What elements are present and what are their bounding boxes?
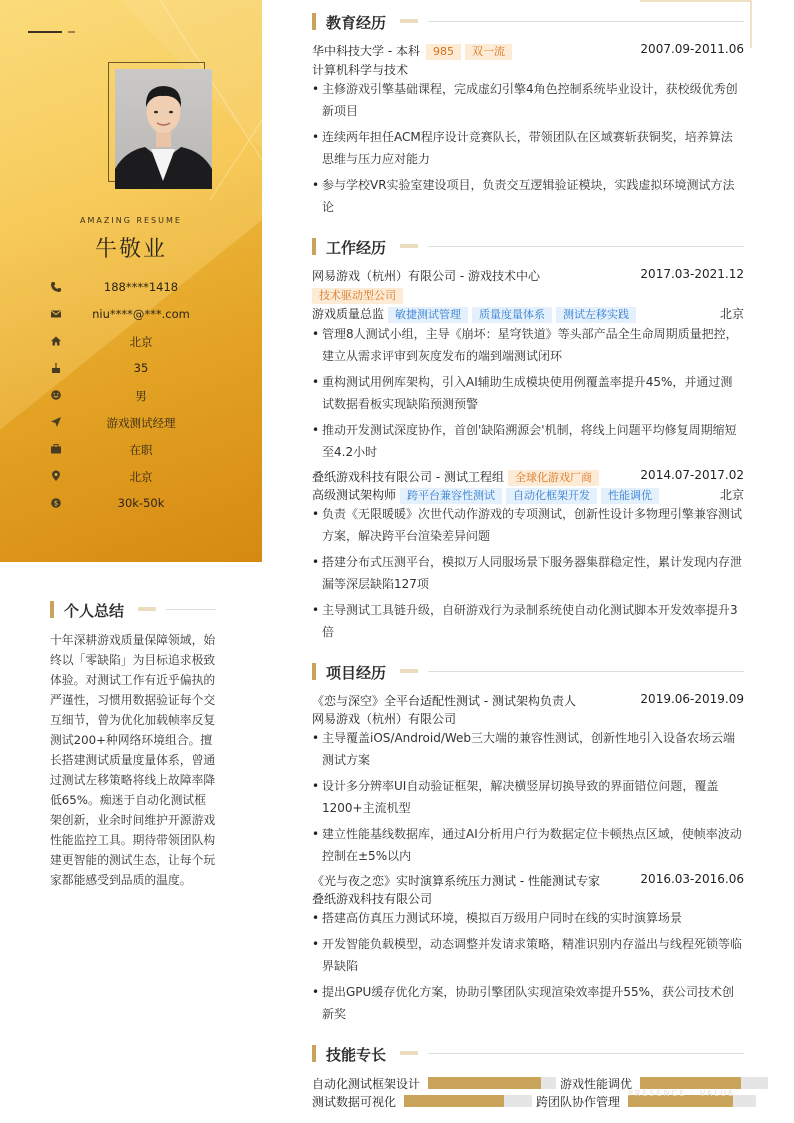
work-title-bar bbox=[312, 238, 316, 255]
skill-bar-fill bbox=[404, 1095, 504, 1107]
skill-tag: 跨平台兼容性测试 bbox=[400, 488, 502, 504]
summary-title-dash bbox=[138, 607, 156, 611]
project-bullet: • 提出GPU缓存优化方案，协助引擎团队实现渲染效率提升55%，获公司技术创新奖 bbox=[312, 981, 744, 1025]
info-email: niu****@***.com bbox=[0, 306, 262, 324]
skill-bar bbox=[428, 1077, 556, 1089]
project-period: 2019.06-2019.09 bbox=[640, 692, 744, 706]
school-tag: 双一流 bbox=[465, 44, 512, 60]
project-name: 《光与夜之恋》实时演算系统压力测试 - 性能测试专家 bbox=[312, 874, 600, 888]
skill-bar bbox=[404, 1095, 532, 1107]
job-period: 2017.03-2021.12 bbox=[640, 267, 744, 281]
job-bullet: • 重构测试用例库架构，引入AI辅助生成模块使用例覆盖率提升45%，并通过测试数据看板实现缺陷预测预警 bbox=[312, 371, 744, 415]
skills-title: 技能专长 bbox=[326, 1046, 387, 1064]
job-position: 游戏质量总监 bbox=[312, 307, 385, 321]
phone-icon bbox=[50, 281, 62, 293]
projects-title-line bbox=[428, 671, 744, 672]
decor-line-short bbox=[68, 31, 75, 33]
send-icon bbox=[50, 416, 62, 428]
info-phone: 188****1418 bbox=[0, 279, 262, 297]
info-status: 在职 bbox=[0, 441, 262, 459]
job-company: 网易游戏（杭州）有限公司 - 游戏技术中心 bbox=[312, 269, 540, 283]
summary-title: 个人总结 bbox=[64, 602, 125, 620]
summary-text: 十年深耕游戏质量保障领域，始终以「零缺陷」为目标追求极致体验。对测试工作有近乎偏执的严谨性，习惯用数据验证每个交互细节，曾为优化加载帧率反复测试200+种网络环境组合。擅长搭建测试质量度量体系，曾通过测试左移策略将线上故障率降低65%。痴迷于自动化测试框架创新，业余时间维护开源游戏性能监控工具。期待带领团队构建更智能的测试生态，让每个玩家都能感受到品质的温度。 bbox=[50, 633, 216, 887]
job-header bbox=[312, 468, 744, 484]
job-position: 高级测试架构师 bbox=[312, 488, 397, 502]
project-bullet: • 开发智能负载模型，动态调整并发请求策略，精准识别内存溢出与线程死锁等临界缺陷 bbox=[312, 933, 744, 977]
svg-text:$: $ bbox=[53, 499, 59, 508]
candidate-name: 牛敬业 bbox=[94, 237, 167, 262]
education-period: 2007.09-2011.06 bbox=[640, 42, 744, 56]
briefcase-icon bbox=[50, 443, 62, 455]
education-title: 教育经历 bbox=[326, 14, 387, 32]
education-bullet: • 连续两年担任ACM程序设计竞赛队长，带领团队在区域赛斩获铜奖，培养算法思维与压力应对能力 bbox=[312, 126, 744, 170]
skill-bar-fill bbox=[640, 1077, 741, 1089]
job-bullet: • 主导测试工具链升级，自研游戏行为录制系统使自动化测试脚本开发效率提升3倍 bbox=[312, 599, 744, 643]
work-title-line bbox=[428, 246, 744, 247]
skill-bar bbox=[640, 1077, 768, 1089]
education-bullet: • 主修游戏引擎基础课程，完成虚幻引擎4角色控制系统毕业设计，获校级优秀创新项目 bbox=[312, 78, 744, 122]
job-company-tag-row bbox=[312, 288, 744, 304]
skill-tag: 测试左移实践 bbox=[556, 307, 636, 323]
education-title-bar bbox=[312, 13, 316, 30]
decor-line bbox=[28, 31, 62, 33]
info-location: 北京 bbox=[0, 468, 262, 486]
projects-title: 项目经历 bbox=[326, 664, 387, 682]
skills-title-dash bbox=[400, 1051, 418, 1055]
summary-title-bar bbox=[50, 601, 54, 618]
avatar bbox=[115, 69, 212, 189]
project-name: 《恋与深空》全平台适配性测试 - 测试架构负责人 bbox=[312, 694, 576, 708]
job-bullet: • 管理8人测试小组，主导《崩坏：星穹铁道》等头部产品全生命周期质量把控，建立从需求评审到灰度发布的端到端测试闭环 bbox=[312, 323, 744, 367]
job-bullet: • 搭建分布式压测平台，模拟万人同服场景下服务器集群稳定性，累计发现内存泄漏等深层缺陷127项 bbox=[312, 551, 744, 595]
skill-tag: 自动化框架开发 bbox=[506, 488, 597, 504]
company-tag: 技术驱动型公司 bbox=[312, 288, 403, 304]
info-city: 北京 bbox=[0, 333, 262, 351]
skill-name: 自动化测试框架设计 bbox=[312, 1077, 421, 1091]
resume-tagline: AMAZING RESUME bbox=[80, 216, 182, 225]
work-title: 工作经历 bbox=[326, 239, 387, 257]
job-company: 叠纸游戏科技有限公司 - 测试工程组 bbox=[312, 470, 504, 484]
school-tag: 985 bbox=[426, 44, 461, 60]
location-icon bbox=[50, 470, 62, 482]
skill-name: 跨团队协作管理 bbox=[536, 1095, 621, 1109]
job-position-row bbox=[312, 305, 744, 321]
project-bullet: • 建立性能基线数据库，通过AI分析用户行为数据定位卡顿热点区域，使帧率波动控制在±5%以内 bbox=[312, 823, 744, 867]
job-city: 北京 bbox=[719, 307, 744, 321]
job-bullet: • 推动开发测试深度协作，首创'缺陷溯源会'机制，将线上问题平均修复周期缩短至4.2小时 bbox=[312, 419, 744, 463]
education-bullet: • 参与学校VR实验室建设项目，负责交互逻辑验证模块，实践虚拟环境测试方法论 bbox=[312, 174, 744, 218]
info-position: 游戏测试经理 bbox=[0, 414, 262, 432]
cake-icon bbox=[50, 362, 62, 374]
skills-title-line bbox=[428, 1053, 744, 1054]
smile-icon bbox=[50, 389, 62, 401]
project-bullet: • 主导覆盖iOS/Android/Web三大端的兼容性测试，创新性地引入设备农场云端测试方案 bbox=[312, 727, 744, 771]
skills-title-bar bbox=[312, 1045, 316, 1062]
company-tag: 全球化游戏厂商 bbox=[508, 470, 599, 486]
job-period: 2014.07-2017.02 bbox=[640, 468, 744, 482]
project-bullet: • 设计多分辨率UI自动验证框架，解决横竖屏切换导致的界面错位问题，覆盖1200+主流机型 bbox=[312, 775, 744, 819]
skill-tag: 敏捷测试管理 bbox=[388, 307, 468, 323]
education-title-dash bbox=[400, 19, 418, 23]
projects-title-bar bbox=[312, 663, 316, 680]
info-age: 35 bbox=[0, 360, 262, 378]
summary-title-line bbox=[166, 609, 216, 610]
project-period: 2016.03-2016.06 bbox=[640, 872, 744, 886]
skill-name: 测试数据可视化 bbox=[312, 1095, 397, 1109]
watermark: PRESENCE · VALUE bbox=[628, 1089, 736, 1098]
projects-title-dash bbox=[400, 669, 418, 673]
money-icon bbox=[50, 497, 62, 509]
skill-tag: 质量度量体系 bbox=[472, 307, 552, 323]
home-icon bbox=[50, 335, 62, 347]
profile-panel bbox=[0, 0, 262, 562]
work-title-dash bbox=[400, 244, 418, 248]
skill-tag: 性能调优 bbox=[601, 488, 659, 504]
job-position-row bbox=[312, 486, 744, 502]
education-header bbox=[312, 42, 744, 60]
skill-name: 游戏性能调优 bbox=[560, 1077, 633, 1091]
job-bullet: • 负责《无限暖暖》次世代动作游戏的专项测试，创新性设计多物理引擎兼容测试方案，解决跨平台渲染差异问题 bbox=[312, 503, 744, 547]
info-gender: 男 bbox=[0, 387, 262, 405]
mail-icon bbox=[50, 308, 62, 320]
project-bullet: • 搭建高仿真压力测试环境，模拟百万级用户同时在线的实时演算场景 bbox=[312, 907, 744, 929]
skill-bar-fill bbox=[428, 1077, 541, 1089]
education-title-line bbox=[428, 21, 744, 22]
info-salary: $ 30k-50k bbox=[0, 495, 262, 513]
job-city: 北京 bbox=[719, 488, 744, 502]
school-name: 华中科技大学 - 本科 bbox=[312, 44, 420, 58]
